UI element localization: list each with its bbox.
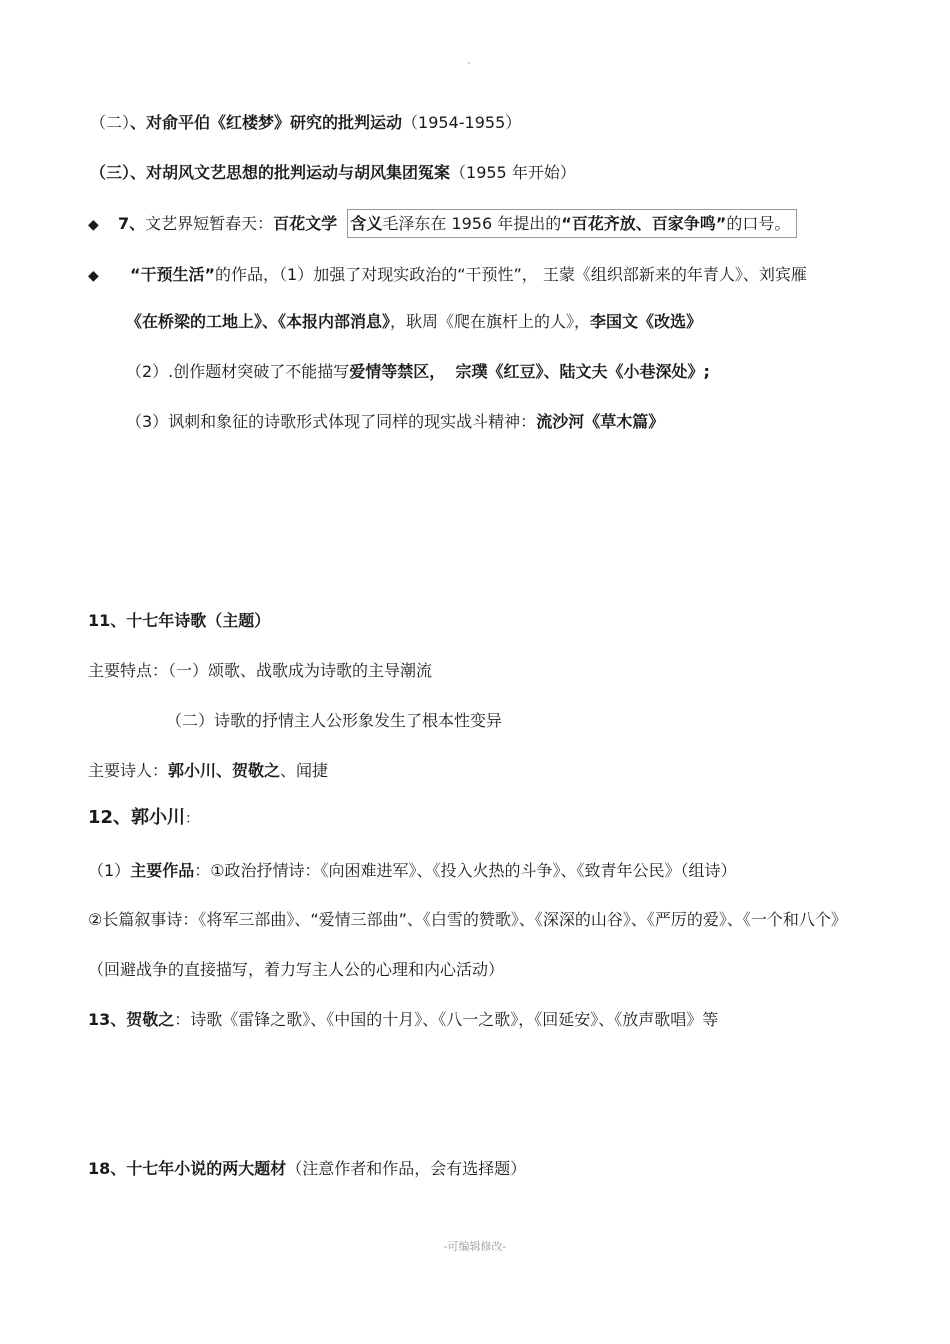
intervene-text: 的作品，（1）加强了对现实政治的“干预性”， 王蒙《组织部新来的年青人》、刘宾雁	[215, 265, 807, 284]
section-11-heading: 11、十七年诗歌（主题）	[88, 611, 271, 630]
section-11-title	[88, 610, 270, 632]
intervene-point-3-text: （3）讽刺和象征的诗歌形式体现了同样的现实战斗精神：	[126, 412, 537, 431]
page-footer: -可编辑修改-	[443, 1240, 507, 1253]
item-7-bold-meaning: 含义	[350, 214, 383, 233]
section-12-title	[88, 807, 199, 830]
works-narrative: ②长篇叙事诗：《将军三部曲》、“爱情三部曲”、《白雪的赞歌》、《深深的山谷》、《严厉的爱》、《一个和八个》	[88, 910, 847, 929]
item-7-number: 7、	[118, 214, 146, 233]
intervene-works-1: 《在桥梁的工地上》、《本报内部消息》	[126, 312, 391, 331]
section-12-works-3	[88, 959, 504, 981]
intervene-point-3-bold: 流沙河《草木篇》	[536, 412, 665, 431]
section-12-heading: 12、郭小川	[88, 807, 186, 828]
intervene-point-2	[126, 361, 710, 383]
section-11-poets	[88, 760, 328, 782]
page-speck	[468, 62, 470, 64]
item-7-line	[88, 213, 797, 236]
item-7-meaning-tail: 的口号。	[726, 214, 791, 233]
item-7-bold-baihua: 百花文学	[273, 214, 338, 233]
intervene-line-2	[126, 311, 702, 333]
intervene-point-2-bold2: 宗璞《红豆》、陆文夫《小巷深处》;	[455, 362, 710, 381]
section-11-feature-2	[166, 710, 502, 732]
section-2-title: 、对俞平伯《红楼梦》研究的批判运动	[130, 113, 403, 132]
intervene-point-3	[126, 411, 664, 433]
section-12-works-2	[88, 909, 847, 931]
section-12-works-1	[88, 860, 737, 882]
section-2-prefix: （二）	[90, 113, 131, 132]
section-12-colon: ：	[185, 811, 200, 827]
section-2-years: （1954-1955）	[402, 113, 522, 132]
section-13-text: ：诗歌《雷锋之歌》、《中国的十月》、《八一之歌》，《回延安》、《放声歌唱》等	[174, 1010, 719, 1029]
intervene-works-3: 李国文《改选》	[590, 312, 703, 331]
features-label: 主要特点：	[88, 661, 169, 680]
intervene-works-2: ，耿周《爬在旗杆上的人》，	[390, 312, 591, 331]
section-3-line	[90, 162, 576, 184]
item-7-text: 文艺界短暂春天：	[145, 214, 274, 233]
intervene-point-2-text: （2）.创作题材突破了不能描写	[126, 362, 350, 381]
poets-bold: 郭小川、贺敬之	[168, 761, 281, 780]
diamond-bullet-icon: ◆	[88, 217, 99, 233]
poets-label: 主要诗人：	[88, 761, 169, 780]
section-13-line	[88, 1009, 718, 1031]
feature-1: （一）颂歌、战歌成为诗歌的主导潮流	[168, 661, 433, 680]
feature-2: （二）诗歌的抒情主人公形象发生了根本性变异	[166, 711, 503, 730]
section-3-title: （三）、对胡风文艺思想的批判运动与胡风集团冤案	[90, 163, 451, 182]
poets-tail: 、闻捷	[280, 761, 329, 780]
section-18-text: （注意作者和作品，会有选择题）	[286, 1159, 527, 1178]
works-label: 主要作品	[130, 861, 195, 880]
item-7-meaning-box	[347, 209, 797, 238]
intervene-point-2-bold1: 爱情等禁区，	[349, 362, 446, 381]
item-7-meaning-text: 毛泽东在 1956 年提出的	[382, 214, 562, 233]
section-18-heading: 18、十七年小说的两大题材	[88, 1159, 287, 1178]
diamond-bullet-icon: ◆	[88, 268, 99, 284]
section-3-years: （1955 年开始）	[450, 163, 576, 182]
item-7-slogan: “百花齐放、百家争鸣”	[561, 214, 727, 233]
section-13-heading: 13、贺敬之	[88, 1010, 175, 1029]
works-prefix: （1）	[88, 861, 131, 880]
section-11-features	[88, 660, 432, 682]
section-18-line	[88, 1158, 526, 1180]
intervene-line-1	[88, 264, 807, 287]
section-2-line	[90, 112, 521, 134]
works-political: ：①政治抒情诗：《向困难进军》、《投入火热的斗争》、《致青年公民》（组诗）	[194, 861, 737, 880]
intervene-title: “干预生活”	[130, 265, 216, 284]
works-note: （回避战争的直接描写，着力写主人公的心理和内心活动）	[88, 960, 505, 979]
